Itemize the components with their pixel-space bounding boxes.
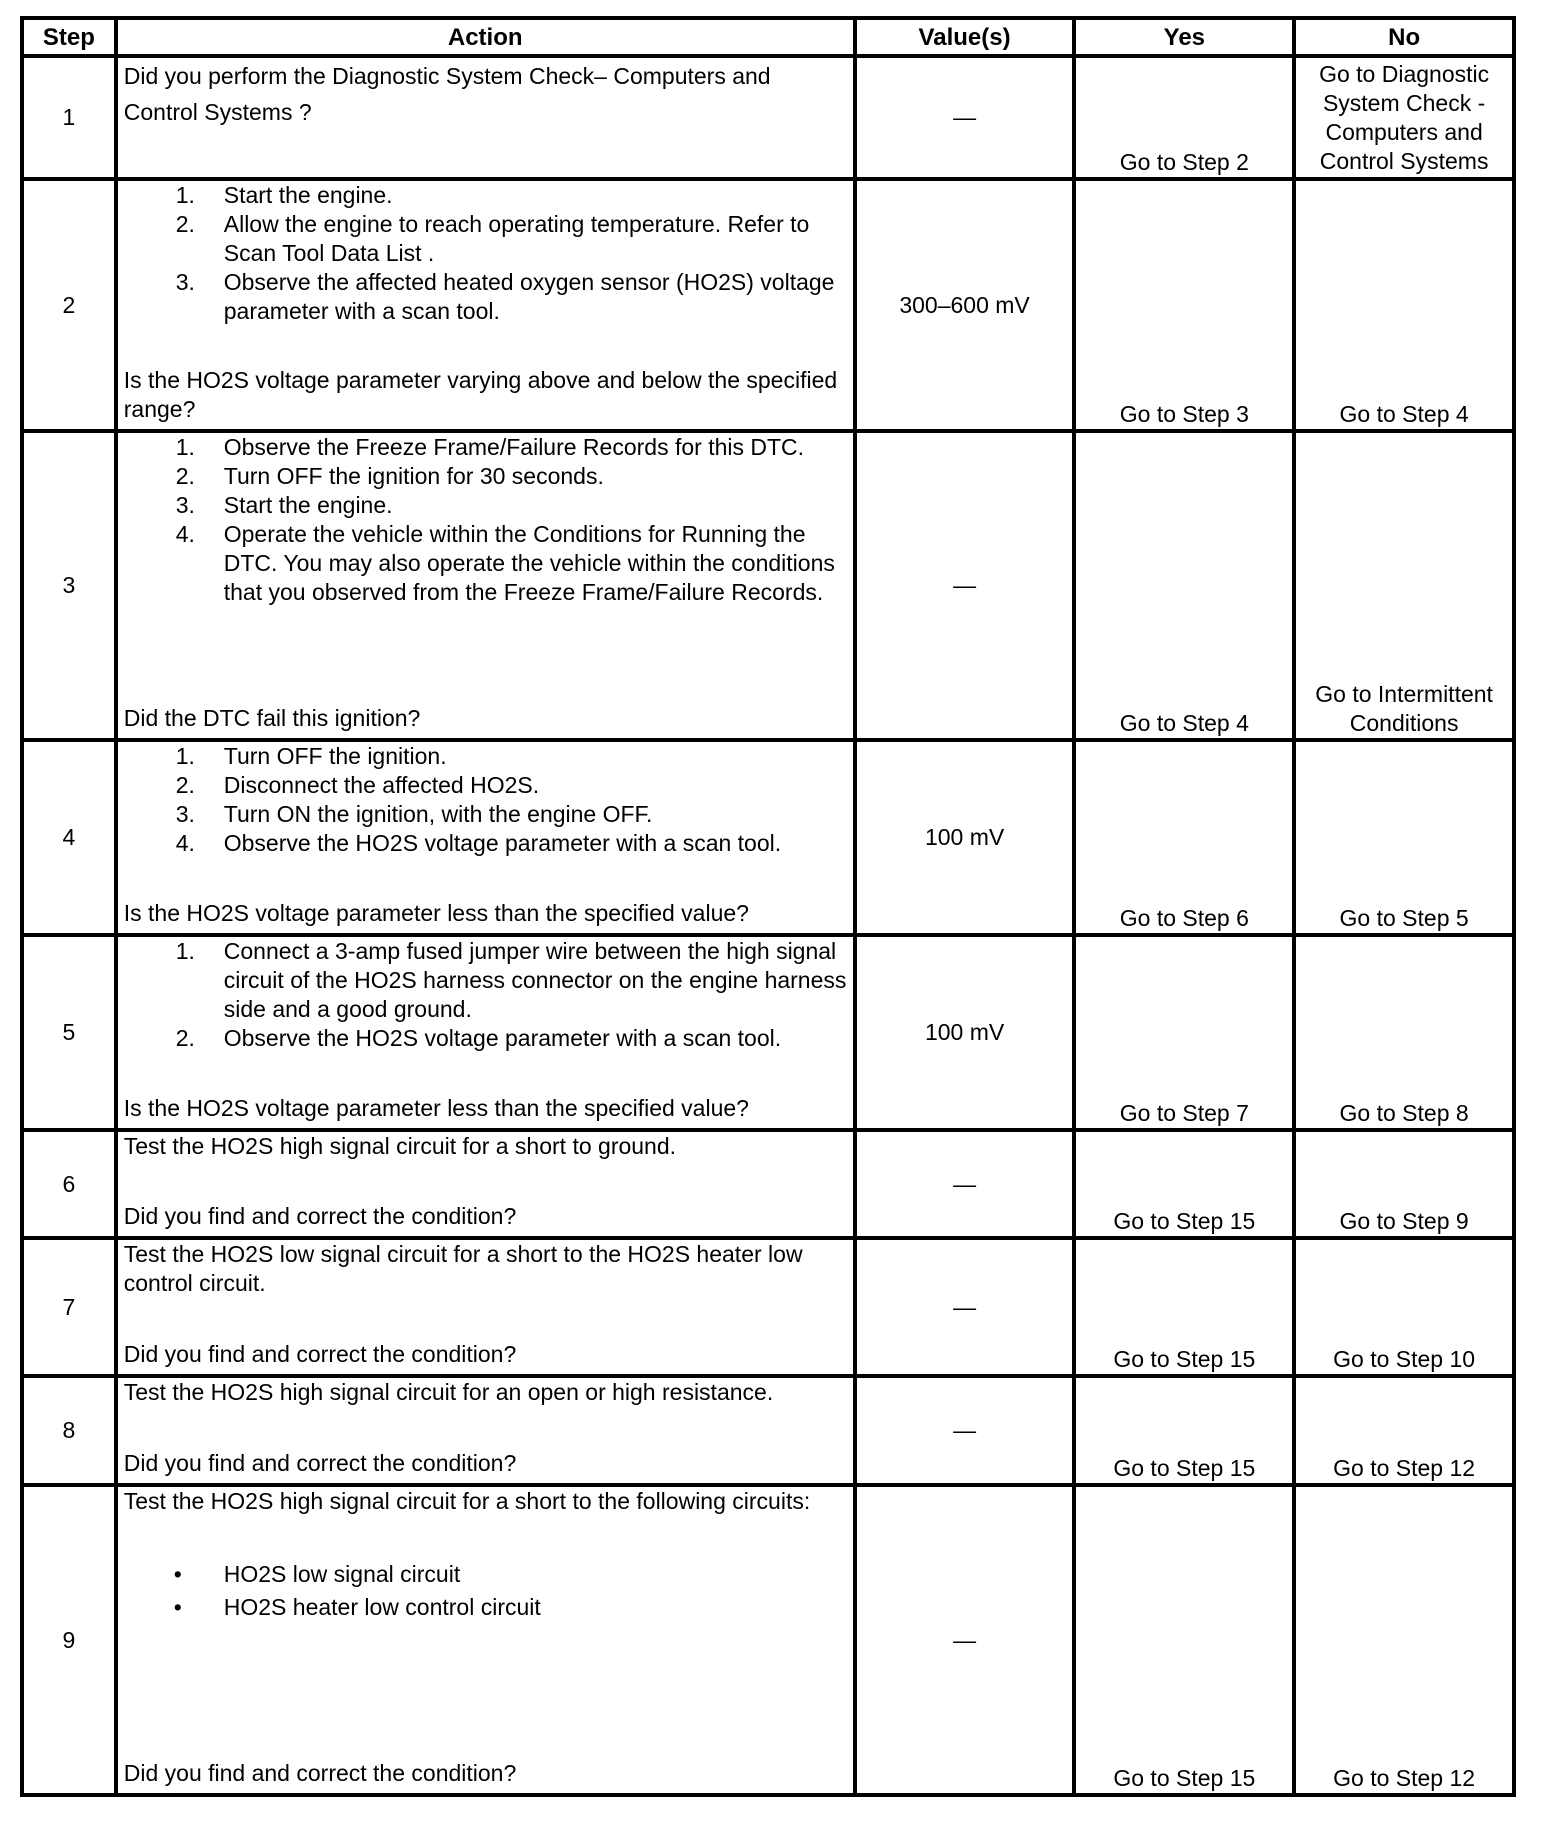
no-cell: Go to Step 12 — [1294, 1485, 1514, 1795]
action-question: Did you find and correct the condition? — [123, 1450, 517, 1476]
table-row — [22, 1485, 1514, 1795]
action-question: Is the HO2S voltage parameter less than the specified value? — [123, 1095, 749, 1121]
step-number: 6 — [22, 1130, 116, 1238]
action-text: Test the HO2S high signal circuit for a short to ground. — [123, 1133, 677, 1159]
value-cell: 100 mV — [855, 740, 1075, 935]
value-cell: — — [855, 1485, 1075, 1795]
table-row — [22, 1238, 1514, 1376]
header-action: Action — [116, 18, 855, 56]
action-question: Is the HO2S voltage parameter varying above and below the specified range? — [123, 367, 838, 422]
value-cell: — — [855, 1130, 1075, 1238]
value-cell: 300–600 mV — [855, 179, 1075, 431]
header-no: No — [1294, 18, 1514, 56]
yes-cell: Go to Step 15 — [1074, 1485, 1294, 1795]
action-cell — [116, 1376, 855, 1485]
no-cell: Go to Intermittent Conditions — [1294, 431, 1514, 740]
list-item: 1. Start the engine. — [175, 182, 393, 208]
list-item: 3. Turn ON the ignition, with the engine OFF. — [175, 801, 653, 827]
action-cell — [116, 935, 855, 1130]
table-row — [22, 1130, 1514, 1238]
header-row — [22, 18, 1514, 56]
table-row — [22, 1376, 1514, 1485]
yes-cell: Go to Step 4 — [1074, 431, 1294, 740]
no-cell: Go to Step 4 — [1294, 179, 1514, 431]
action-question: Did you find and correct the condition? — [123, 1760, 517, 1786]
action-cell — [116, 1130, 855, 1238]
action-question: Is the HO2S voltage parameter less than the specified value? — [123, 900, 749, 926]
action-steps — [124, 742, 847, 858]
list-item: 1. Turn OFF the ignition. — [175, 743, 447, 769]
table-row — [22, 431, 1514, 740]
action-cell — [116, 1485, 855, 1795]
value-cell: 100 mV — [855, 935, 1075, 1130]
action-steps — [124, 433, 847, 607]
action-cell — [116, 431, 855, 740]
circuit-list — [124, 1558, 847, 1624]
yes-cell: Go to Step 7 — [1074, 935, 1294, 1130]
step-number: 7 — [22, 1238, 116, 1376]
diagnostic-table — [20, 16, 1516, 1797]
value-cell: — — [855, 1238, 1075, 1376]
action-text: Test the HO2S high signal circuit for a short to the following circuits: — [123, 1488, 811, 1514]
value-cell: — — [855, 431, 1075, 740]
table-row — [22, 740, 1514, 935]
list-item: 4. Observe the HO2S voltage parameter with a scan tool. — [175, 830, 782, 856]
step-number: 4 — [22, 740, 116, 935]
header-step: Step — [22, 18, 116, 56]
yes-cell: Go to Step 3 — [1074, 179, 1294, 431]
list-item: 1. Connect a 3-amp fused jumper wire between the high signal circuit of the HO2S harness connector on the engine harness side and a good ground. — [175, 938, 847, 1022]
value-cell: — — [855, 56, 1075, 179]
no-cell: Go to Step 10 — [1294, 1238, 1514, 1376]
step-number: 3 — [22, 431, 116, 740]
list-item: 2. Allow the engine to reach operating temperature. Refer to Scan Tool Data List . — [175, 211, 810, 266]
action-text: Test the HO2S high signal circuit for an open or high resistance. — [123, 1379, 774, 1405]
action-cell — [116, 179, 855, 431]
step-number: 2 — [22, 179, 116, 431]
list-item: 4. Operate the vehicle within the Conditions for Running the DTC. You may also operate the vehicle within the conditions that you observed from the Freeze Frame/Failure Records. — [175, 521, 835, 605]
yes-cell: Go to Step 15 — [1074, 1130, 1294, 1238]
action-cell — [116, 740, 855, 935]
yes-cell: Go to Step 2 — [1074, 56, 1294, 179]
step-number: 1 — [22, 56, 116, 179]
list-item: 2. Observe the HO2S voltage parameter with a scan tool. — [175, 1025, 782, 1051]
table-row — [22, 935, 1514, 1130]
list-item: 3. Observe the affected heated oxygen sensor (HO2S) voltage parameter with a scan tool. — [175, 269, 835, 324]
no-cell: Go to Step 12 — [1294, 1376, 1514, 1485]
table-row — [22, 56, 1514, 179]
yes-cell: Go to Step 15 — [1074, 1376, 1294, 1485]
step-number: 8 — [22, 1376, 116, 1485]
action-steps — [124, 181, 847, 326]
action-question: Did you find and correct the condition? — [123, 1341, 517, 1367]
step-number: 5 — [22, 935, 116, 1130]
action-steps — [124, 937, 847, 1053]
list-item: 1. Observe the Freeze Frame/Failure Records for this DTC. — [175, 434, 805, 460]
yes-cell: Go to Step 6 — [1074, 740, 1294, 935]
list-item: 2. Disconnect the affected HO2S. — [175, 772, 540, 798]
action-cell — [116, 56, 855, 179]
value-cell: — — [855, 1376, 1075, 1485]
no-cell: Go to Step 9 — [1294, 1130, 1514, 1238]
list-item: 2. Turn OFF the ignition for 30 seconds. — [175, 463, 604, 489]
header-yes: Yes — [1074, 18, 1294, 56]
header-values: Value(s) — [855, 18, 1075, 56]
no-cell: Go to Step 8 — [1294, 935, 1514, 1130]
no-cell: Go to Step 5 — [1294, 740, 1514, 935]
action-question: Did the DTC fail this ignition? — [123, 705, 421, 731]
table-row — [22, 179, 1514, 431]
step-number: 9 — [22, 1485, 116, 1795]
action-text: Test the HO2S low signal circuit for a short to the HO2S heater low control circuit. — [123, 1241, 803, 1296]
no-cell: Go to Diagnostic System Check - Computers and Control Systems — [1294, 56, 1514, 179]
list-item: 3. Start the engine. — [175, 492, 393, 518]
action-question: Did you find and correct the condition? — [123, 1203, 517, 1229]
action-text: Did you perform the Diagnostic System Check– Computers and Control Systems ? — [123, 63, 771, 125]
yes-cell: Go to Step 15 — [1074, 1238, 1294, 1376]
list-item: • HO2S low signal circuit — [173, 1561, 461, 1587]
list-item: • HO2S heater low control circuit — [173, 1594, 541, 1620]
action-cell — [116, 1238, 855, 1376]
